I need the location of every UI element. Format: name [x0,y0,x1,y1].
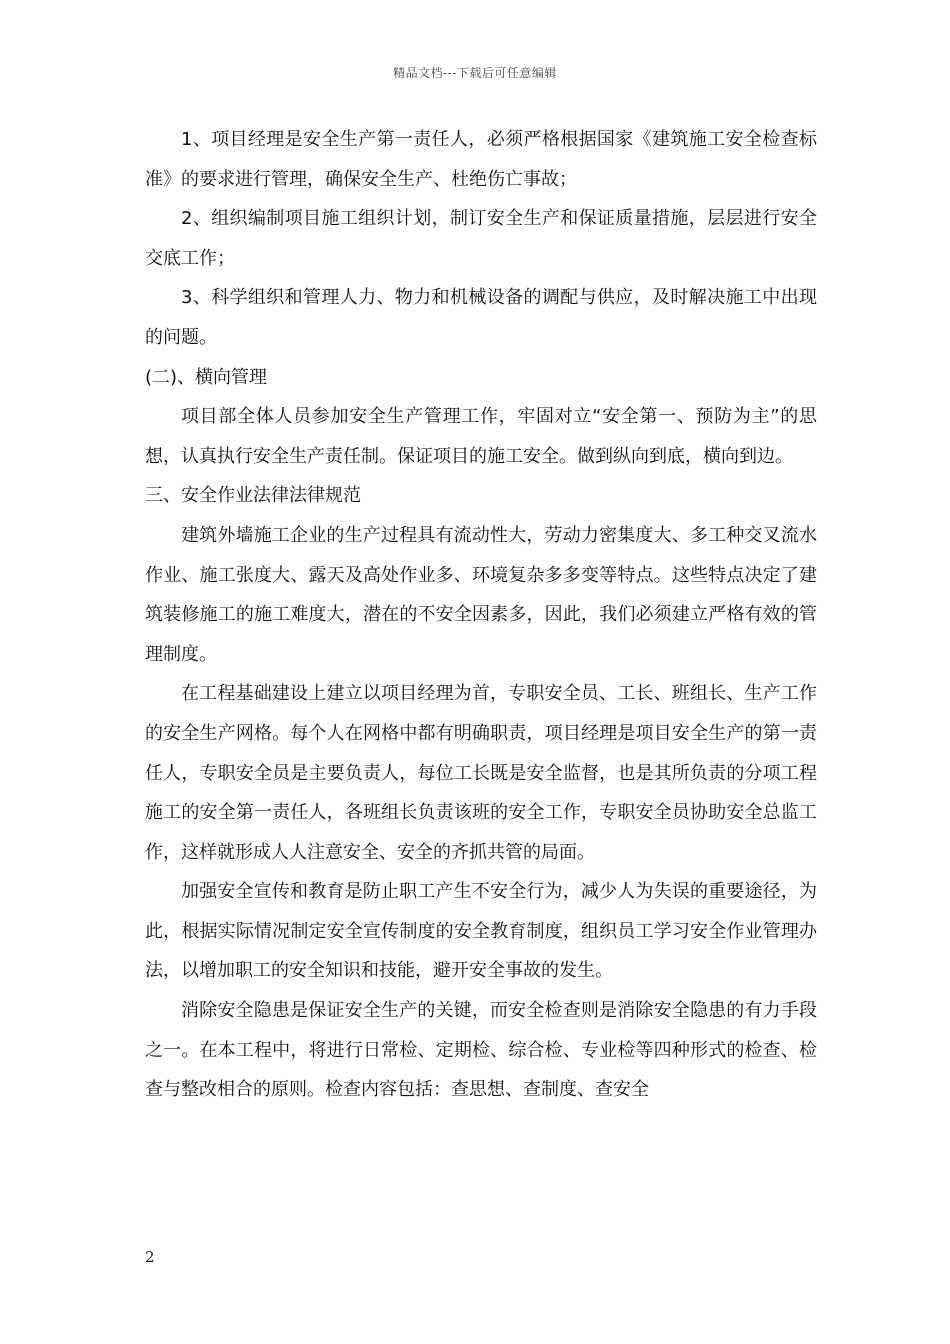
page-number: 2 [145,1248,155,1266]
section-heading-safety-norms: 三、安全作业法律法律规范 [145,485,361,507]
paragraph-item-1: 1、项目经理是安全生产第一责任人，必须严格根据国家《建筑施工安全检查标准》的要求进行管理，确保安全生产、杜绝伤亡事故； [145,129,817,190]
paragraph-horizontal-management: 项目部全体人员参加安全生产管理工作，牢固对立“安全第一、预防为主”的思想，认真执行安全生产责任制。保证项目的施工安全。做到纵向到底，横向到边。 [145,406,817,467]
paragraph-safety-network: 在工程基础建设上建立以项目经理为首，专职安全员、工长、班组长、生产工作的安全生产网格。每个人在网格中都有明确职责，项目经理是项目安全生产的第一责任人，专职安全员是主要负责人，每位工长既是安全监督，也是其所负责的分项工程施工的安全第一责任人，各班组长负责该班的安全工作，专职安全员协助安全总监工作，这样就形成人人注意安全、安全的齐抓共管的局面。 [145,683,817,863]
paragraph-item-2: 2、组织编制项目施工组织计划，制订安全生产和保证质量措施，层层进行安全交底工作； [145,208,817,269]
page-header: 精品文档---下载后可任意编辑 [393,66,557,80]
document-body [145,120,817,1110]
section-heading-horizontal-management: (二)、横向管理 [145,366,268,388]
paragraph-construction-characteristics: 建筑外墙施工企业的生产过程具有流动性大，劳动力密集度大、多工种交叉流水作业、施工张度大、露天及高处作业多、环境复杂多多变等特点。这些特点决定了建筑装修施工的施工难度大，潜在的不安全因素多，因此，我们必须建立严格有效的管理制度。 [145,524,817,665]
paragraph-safety-inspection: 消除安全隐患是保证安全生产的关键，而安全检查则是消除安全隐患的有力手段之一。在本工程中，将进行日常检、定期检、综合检、专业检等四种形式的检查、检查与整改相合的原则。检查内容包括：查思想、查制度、查安全 [145,1000,817,1101]
paragraph-safety-education: 加强安全宣传和教育是防止职工产生不安全行为，减少人为失误的重要途径，为此，根据实际情况制定安全宣传制度的安全教育制度，组织员工学习安全作业管理办法，以增加职工的安全知识和技能，避开安全事故的发生。 [145,881,817,982]
paragraph-item-3: 3、科学组织和管理人力、物力和机械设备的调配与供应，及时解决施工中出现的问题。 [145,287,817,348]
